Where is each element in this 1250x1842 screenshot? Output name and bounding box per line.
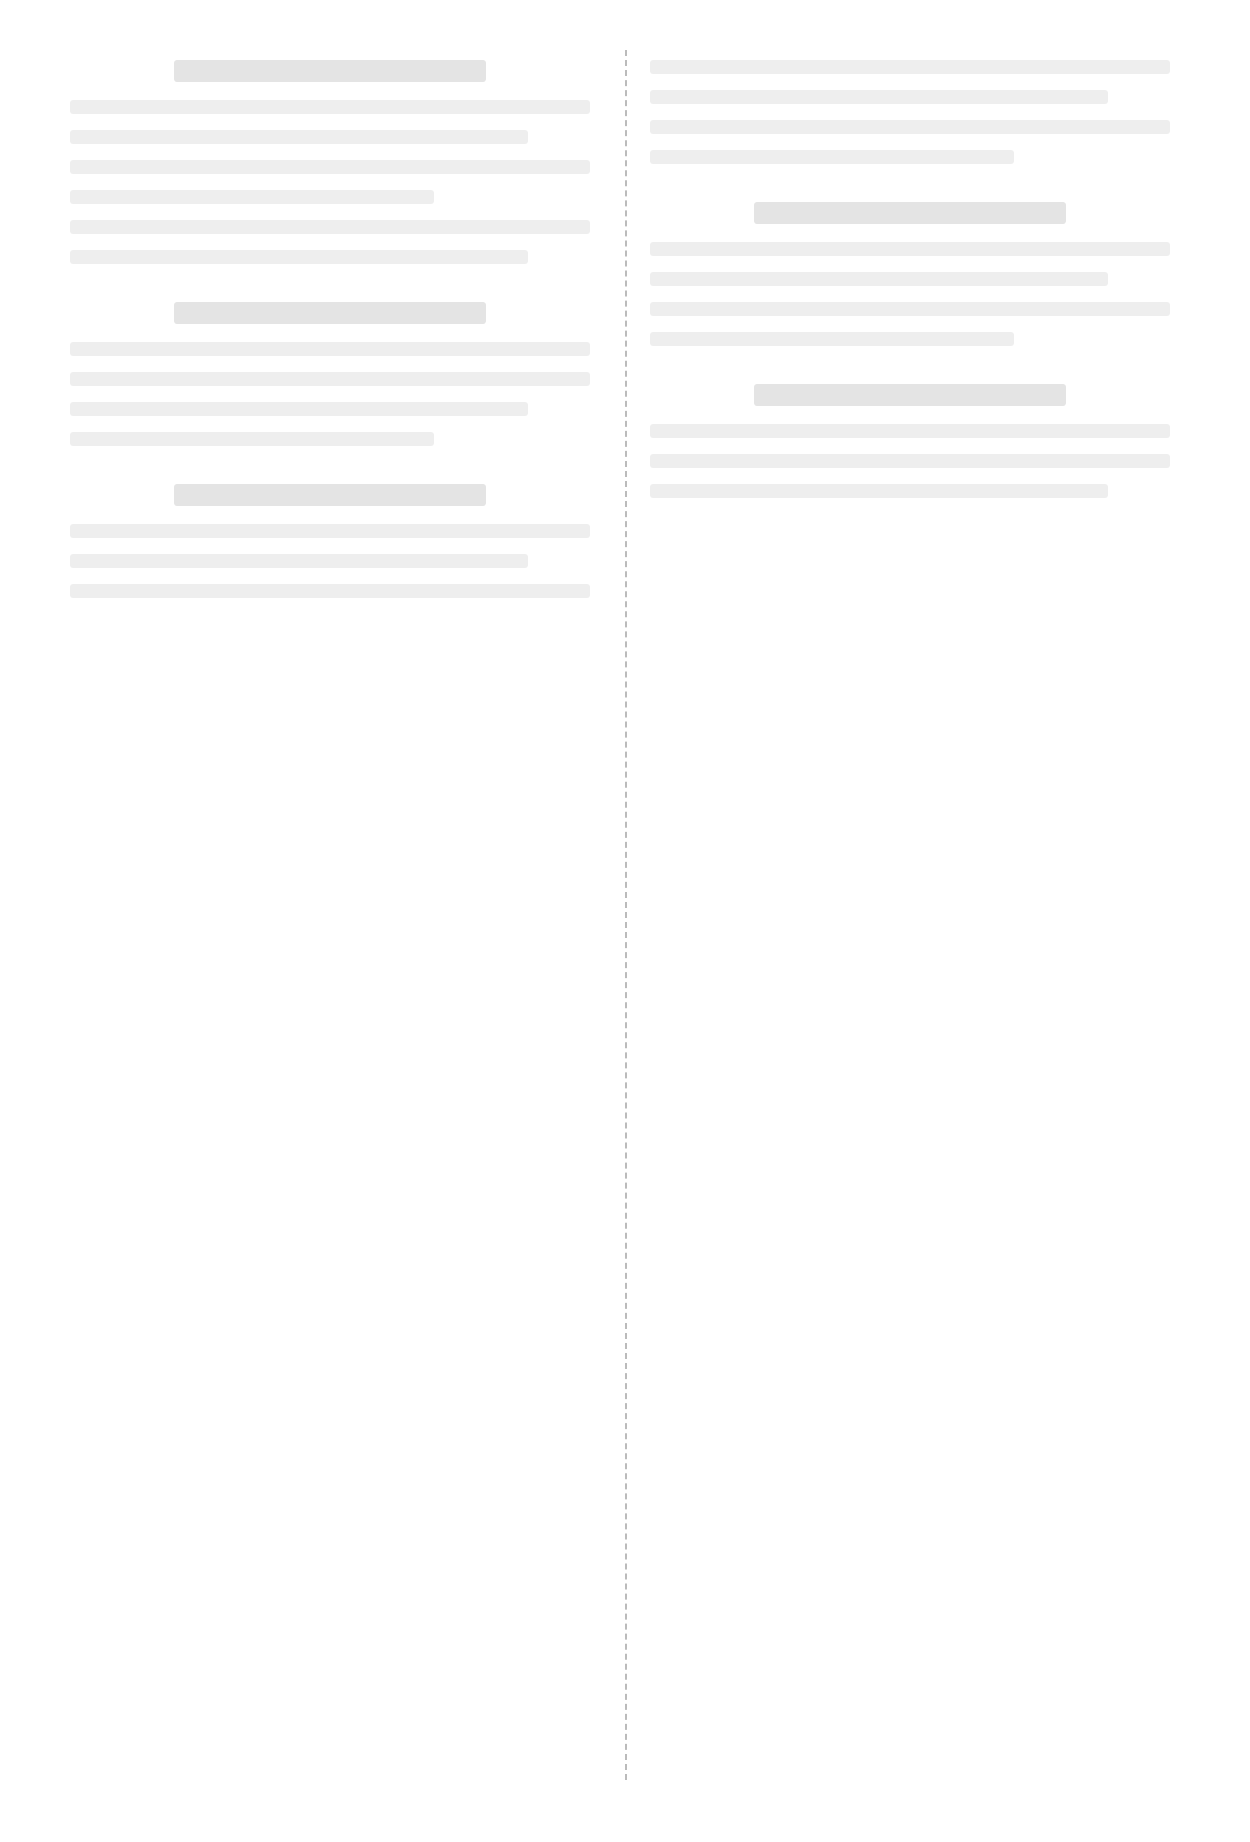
heading-placeholder xyxy=(754,384,1066,406)
right-column xyxy=(650,60,1170,536)
section xyxy=(70,60,590,264)
text-placeholder xyxy=(650,302,1170,316)
divider xyxy=(625,50,627,1780)
heading-placeholder xyxy=(174,484,486,506)
text-placeholder xyxy=(650,484,1108,498)
text-placeholder xyxy=(70,402,528,416)
text-placeholder xyxy=(70,130,528,144)
text-placeholder xyxy=(650,424,1170,438)
text-placeholder xyxy=(650,332,1014,346)
text-placeholder xyxy=(70,554,528,568)
heading-placeholder xyxy=(754,202,1066,224)
text-placeholder xyxy=(70,100,590,114)
text-placeholder xyxy=(70,524,590,538)
text-placeholder xyxy=(70,250,528,264)
text-placeholder xyxy=(70,342,590,356)
text-placeholder xyxy=(650,90,1108,104)
section xyxy=(650,384,1170,498)
text-placeholder xyxy=(70,190,434,204)
text-placeholder xyxy=(70,160,590,174)
heading-placeholder xyxy=(174,60,486,82)
text-placeholder xyxy=(70,220,590,234)
text-placeholder xyxy=(70,584,590,598)
left-column xyxy=(70,60,590,636)
text-placeholder xyxy=(650,60,1170,74)
text-placeholder xyxy=(650,454,1170,468)
text-placeholder xyxy=(650,150,1014,164)
text-placeholder xyxy=(650,272,1108,286)
section xyxy=(650,202,1170,346)
text-placeholder xyxy=(70,432,434,446)
text-placeholder xyxy=(650,120,1170,134)
section xyxy=(650,60,1170,164)
heading-placeholder xyxy=(174,302,486,324)
text-placeholder xyxy=(70,372,590,386)
section xyxy=(70,302,590,446)
text-placeholder xyxy=(650,242,1170,256)
section xyxy=(70,484,590,598)
